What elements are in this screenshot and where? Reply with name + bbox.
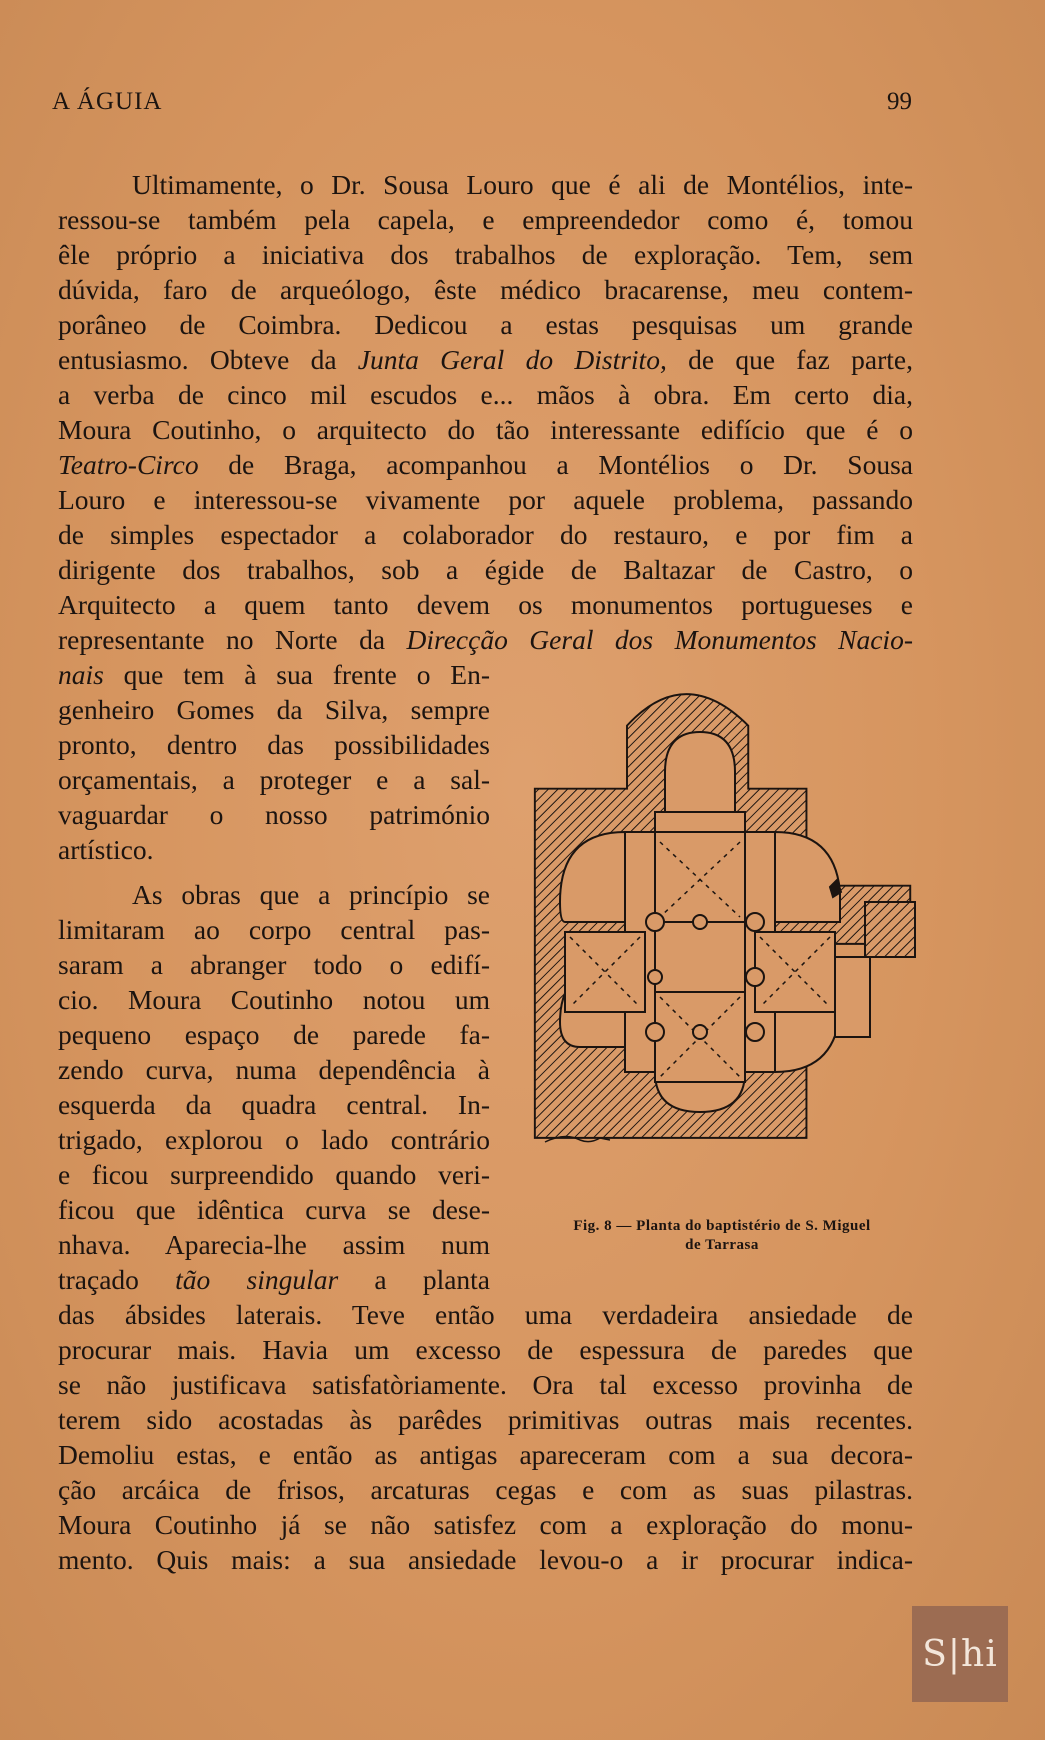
figure-caption: Fig. 8 — Planta do baptistério de S. Miguel	[573, 1218, 871, 1234]
library-logo	[912, 1606, 1008, 1702]
text-line: nhava. Aparecia-lhe assim num	[58, 1229, 490, 1260]
text-line: zendo curva, numa dependência à	[58, 1054, 490, 1085]
text-line: procurar mais. Havia um excesso de espessura de paredes que	[58, 1334, 913, 1365]
text-line: As obras que a princípio se	[132, 879, 490, 910]
italic-title: Teatro-Circo	[58, 449, 199, 480]
text-line: êle próprio a iniciativa dos trabalhos de exploração. Tem, sem	[58, 239, 913, 270]
floor-plan-figure	[525, 692, 920, 1152]
italic-title: Junta Geral do Distrito,	[357, 344, 667, 375]
text-line: Arquitecto a quem tanto devem os monumentos portugueses e	[58, 589, 913, 620]
text-line: mento. Quis mais: a sua ansiedade levou-o a ir procurar indica-	[58, 1544, 913, 1575]
text-line: limitaram ao corpo central pas-	[58, 914, 490, 945]
text-line: Demoliu estas, e então as antigas apareceram com a sua decora-	[58, 1439, 913, 1470]
text-line: a verba de cinco mil escudos e... mãos à obra. Em certo dia,	[58, 379, 913, 410]
italic-title: nais	[58, 659, 104, 690]
text-line: vaguardar o nosso património	[58, 799, 490, 830]
text-line: orçamentais, a proteger e a sal-	[58, 764, 490, 795]
text-line: pronto, dentro das possibilidades	[58, 729, 490, 760]
italic-phrase: tão singular	[175, 1264, 339, 1295]
text-line: cio. Moura Coutinho notou um	[58, 984, 490, 1015]
text-line: ficou que idêntica curva se dese-	[58, 1194, 490, 1225]
text-line: representante no Norte da Direcção Geral dos Monumentos Nacio-	[58, 624, 913, 655]
text-line: porâneo de Coimbra. Dedicou a estas pesquisas um grande	[58, 309, 913, 340]
text-line: das ábsides laterais. Teve então uma verdadeira ansiedade de	[58, 1299, 913, 1330]
text-line: Ultimamente, o Dr. Sousa Louro que é ali de Montélios, inte-	[132, 169, 913, 200]
page-header	[52, 88, 912, 128]
text-line: ressou-se também pela capela, e empreendedor como é, tomou	[58, 204, 913, 235]
figure-caption-line2: de Tarrasa	[685, 1237, 759, 1253]
floor-plan-drawing	[525, 692, 920, 1152]
text-line: artístico.	[58, 834, 154, 865]
text-line: de simples espectador a colaborador do restauro, e por fim a	[58, 519, 913, 550]
text-line: Moura Coutinho já se não satisfez com a exploração do monu-	[58, 1509, 913, 1540]
text-line: esquerda da quadra central. In-	[58, 1089, 490, 1120]
text-line: se não justificava satisfatòriamente. Ora tal excesso provinha de	[58, 1369, 913, 1400]
italic-title: Direcção Geral dos Monumentos Nacio-	[406, 624, 913, 655]
text-line: genheiro Gomes da Silva, sempre	[58, 694, 490, 725]
text-line: pequeno espaço de parede fa-	[58, 1019, 490, 1050]
text-line: Moura Coutinho, o arquitecto do tão interessante edifício que é o	[58, 414, 913, 445]
text-line: trigado, explorou o lado contrário	[58, 1124, 490, 1155]
logo-text: S|hi	[922, 1633, 998, 1675]
text-line: ção arcáica de frisos, arcaturas cegas e com as suas pilastras.	[58, 1474, 913, 1505]
text-line: Teatro-Circo de Braga, acompanhou a Montélios o Dr. Sousa	[58, 449, 913, 480]
text-line: Louro e interessou-se vivamente por aquele problema, passando	[58, 484, 913, 515]
page-number: 99	[887, 88, 912, 115]
text-line: entusiasmo. Obteve da Junta Geral do Distrito, de que faz parte,	[58, 344, 913, 375]
text-line: nais que tem à sua frente o En-	[58, 659, 490, 690]
text-line: terem sido acostadas às parêdes primitivas outras mais recentes.	[58, 1404, 913, 1435]
text-line: saram a abranger todo o edifí-	[58, 949, 490, 980]
text-line: e ficou surpreendido quando veri-	[58, 1159, 490, 1190]
running-title: A ÁGUIA	[52, 88, 163, 115]
text-line: traçado tão singular a planta	[58, 1264, 491, 1295]
text-line: dúvida, faro de arqueólogo, êste médico bracarense, meu contem-	[58, 274, 913, 305]
text-line: dirigente dos trabalhos, sob a égide de Baltazar de Castro, o	[58, 554, 913, 585]
